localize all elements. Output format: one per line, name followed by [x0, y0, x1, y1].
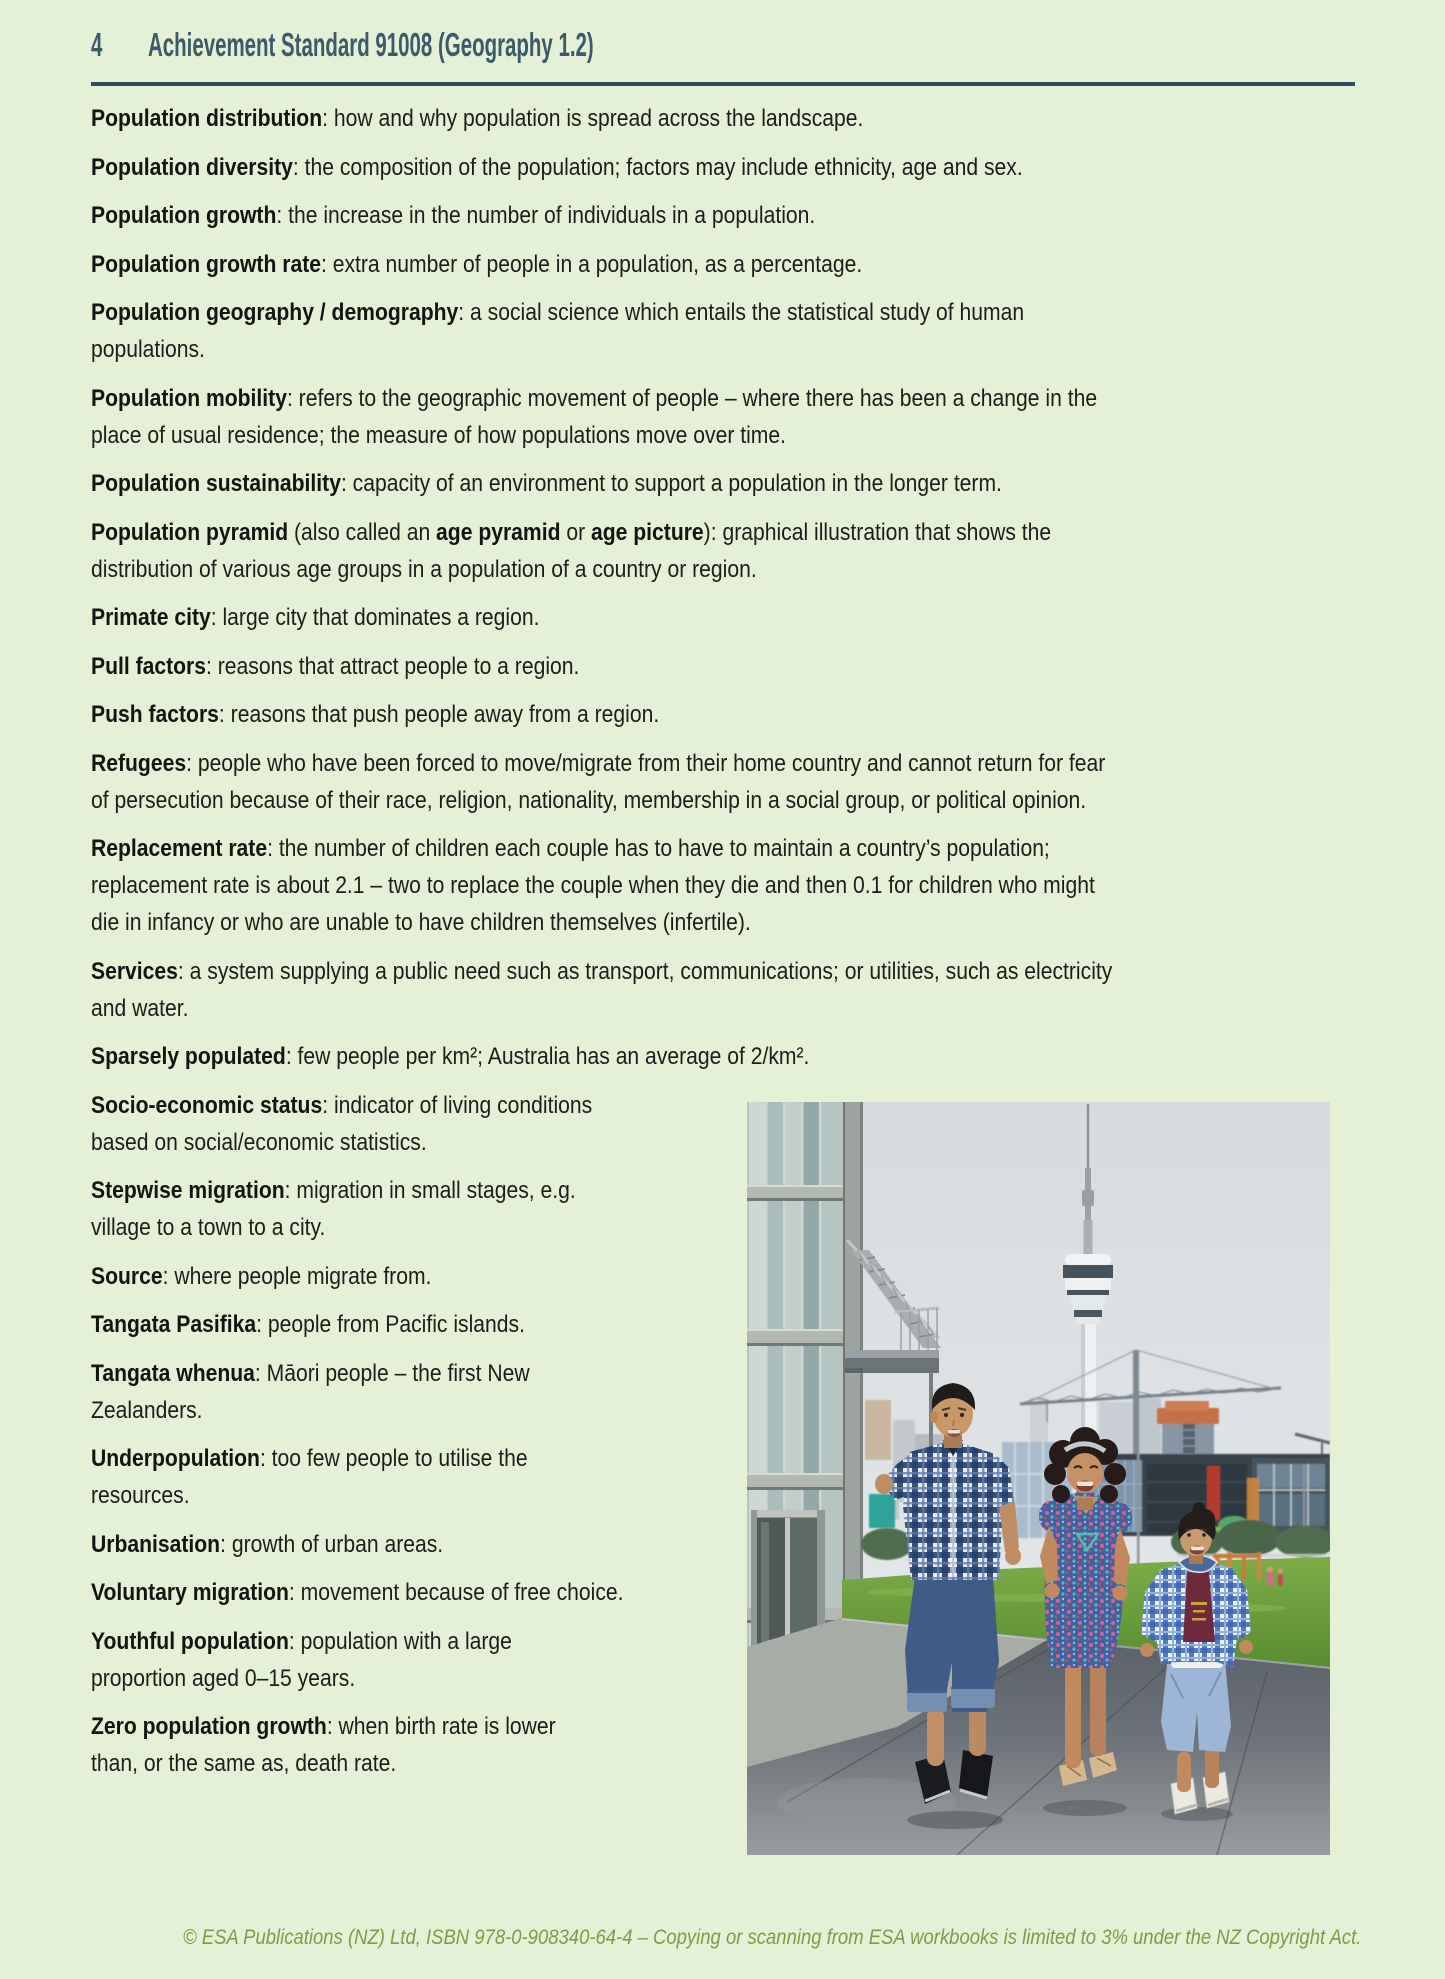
glossary-line [91, 830, 1355, 867]
glossary-item [91, 696, 1355, 733]
glossary-term: Source [91, 1262, 163, 1290]
glossary-text: than, or the same as, death rate. [91, 1750, 397, 1777]
glossary-term: Tangata whenua [91, 1359, 255, 1387]
glossary-term: Pull factors [91, 652, 207, 680]
page-number: 4 [91, 26, 103, 63]
glossary-item [91, 246, 1355, 283]
glossary-text: proportion aged 0–15 years. [91, 1664, 356, 1692]
glossary-term: Population distribution [91, 105, 323, 132]
glossary-term: Voluntary migration [91, 1579, 289, 1606]
glossary-item [91, 197, 1355, 234]
glossary-line [91, 648, 1355, 685]
glossary-text: ): graphical illustration that shows the [703, 518, 1052, 546]
glossary-term: Tangata Pasifika [91, 1311, 257, 1338]
glossary-item [91, 294, 1355, 368]
glossary-line [91, 465, 1355, 502]
glossary-line [91, 696, 1355, 733]
glossary-text: village to a town to a city. [91, 1214, 326, 1241]
glossary-text: : indicator of living conditions [322, 1091, 593, 1119]
glossary-term: Zero population growth [91, 1713, 327, 1740]
glossary-text: : a social science which entails the statistical study of human [458, 299, 1025, 326]
glossary-term: Services [91, 957, 178, 985]
glossary-text: : capacity of an environment to support a population in the longer term. [340, 470, 1002, 497]
glossary-text: : people who have been forced to move/migrate from their home country and cannot return for fear [186, 749, 1106, 777]
glossary-text: distribution of various age groups in a population of a country or region. [91, 555, 757, 583]
glossary-item [91, 953, 1355, 1027]
glossary-term: age picture [591, 518, 704, 546]
glossary-item [91, 100, 1355, 137]
glossary-text: : the number of children each couple has to have to maintain a country’s population; [267, 835, 1050, 862]
glossary-term: Population diversity [91, 153, 293, 181]
glossary-line [91, 867, 1355, 904]
glossary-text: : how and why population is spread across the landscape. [322, 105, 864, 132]
glossary-text: and water. [91, 994, 189, 1022]
glossary-line [91, 904, 1355, 941]
glossary-text: : few people per km²; Australia has an average of 2/km². [285, 1043, 810, 1070]
glossary-text: place of usual residence; the measure of how populations move over time. [91, 421, 787, 449]
glossary-text: populations. [91, 336, 205, 363]
glossary-line [91, 246, 1355, 283]
glossary-text: : people from Pacific islands. [256, 1311, 525, 1338]
glossary-term: Underpopulation [91, 1445, 260, 1472]
glossary-text: : reasons that push people away from a region. [218, 701, 660, 728]
glossary-text: : too few people to utilise the [259, 1445, 528, 1472]
glossary-term: Push factors [91, 701, 219, 728]
glossary-text: resources. [91, 1482, 190, 1509]
glossary-item [91, 514, 1355, 588]
glossary-item [91, 1038, 1355, 1075]
glossary-line [91, 417, 1355, 454]
glossary-item [91, 149, 1355, 186]
glossary-text: : population with a large [288, 1627, 512, 1655]
glossary-term: age pyramid [436, 518, 561, 546]
glossary-term: Population sustainability [91, 470, 341, 497]
glossary-line [91, 745, 1355, 782]
glossary-line [91, 599, 1355, 636]
footer-copyright: © ESA Publications (NZ) Ltd, ISBN 978-0-908340-64-4 – Copying or scanning from ESA workbooks is limited to 3% under the NZ Copyright Act. [183, 1926, 1362, 1949]
glossary-item [91, 745, 1355, 819]
glossary-text: : large city that dominates a region. [210, 604, 540, 631]
glossary-term: Population pyramid [91, 518, 289, 546]
glossary-text: : a system supplying a public need such as transport, communications; or utilities, such as electricity [177, 957, 1113, 985]
glossary-item [91, 830, 1355, 941]
glossary-line [91, 197, 1355, 234]
glossary-line [91, 953, 1355, 990]
glossary-term: Stepwise migration [91, 1177, 285, 1204]
glossary-text: or [560, 518, 592, 546]
glossary-text: (also called an [288, 518, 437, 546]
glossary-line [91, 331, 1355, 368]
glossary-item [91, 599, 1355, 636]
glossary-term: Sparsely populated [91, 1043, 286, 1070]
glossary-text: : reasons that attract people to a region. [206, 652, 580, 680]
glossary-text: : movement because of free choice. [288, 1579, 624, 1606]
glossary-term: Population growth [91, 202, 277, 229]
glossary-text: : migration in small stages, e.g. [284, 1177, 576, 1204]
glossary-line [91, 782, 1355, 819]
glossary-line [91, 149, 1355, 186]
glossary-text: : extra number of people in a population, as a percentage. [320, 250, 863, 278]
photo-left-building [747, 1102, 863, 1664]
glossary-text: die in infancy or who are unable to have children themselves (infertile). [91, 909, 751, 936]
glossary-text: : growth of urban areas. [220, 1530, 444, 1558]
glossary-text: : the composition of the population; factors may include ethnicity, age and sex. [292, 153, 1023, 181]
glossary-term: Socio-economic status [91, 1091, 323, 1119]
glossary-line [91, 380, 1355, 417]
glossary-term: Primate city [91, 604, 211, 631]
glossary-line [91, 294, 1355, 331]
glossary-line [91, 551, 1355, 588]
glossary-text: : where people migrate from. [162, 1262, 432, 1290]
glossary-term: Youthful population [91, 1627, 289, 1655]
glossary-item [91, 380, 1355, 454]
glossary-term: Replacement rate [91, 835, 268, 862]
glossary-line [91, 100, 1355, 137]
glossary-item [91, 465, 1355, 502]
glossary-term: Urbanisation [91, 1530, 221, 1558]
glossary-text: : the increase in the number of individuals in a population. [276, 202, 816, 229]
glossary-line [91, 514, 1355, 551]
glossary-text: : when birth rate is lower [326, 1713, 556, 1740]
glossary-text: Zealanders. [91, 1396, 203, 1424]
photo-children-jumping [747, 1102, 1330, 1855]
glossary-text: of persecution because of their race, religion, nationality, membership in a social group, or political opinion. [91, 786, 1087, 814]
glossary-line [91, 990, 1355, 1027]
glossary-term: Refugees [91, 749, 187, 777]
page-title: Achievement Standard 91008 (Geography 1.2) [148, 26, 594, 63]
glossary-term: Population geography / demography [91, 299, 459, 326]
glossary-text: : Māori people – the first New [254, 1359, 530, 1387]
glossary-term: Population growth rate [91, 250, 321, 278]
glossary-term: Population mobility [91, 384, 287, 412]
glossary-item [91, 648, 1355, 685]
glossary-text: : refers to the geographic movement of people – where there has been a change in the [286, 384, 1098, 412]
glossary-text: replacement rate is about 2.1 – two to replace the couple when they die and then 0.1 for children who might [91, 872, 1095, 899]
glossary-text: based on social/economic statistics. [91, 1128, 427, 1156]
header-rule [91, 82, 1355, 86]
glossary-line [91, 1038, 1355, 1075]
